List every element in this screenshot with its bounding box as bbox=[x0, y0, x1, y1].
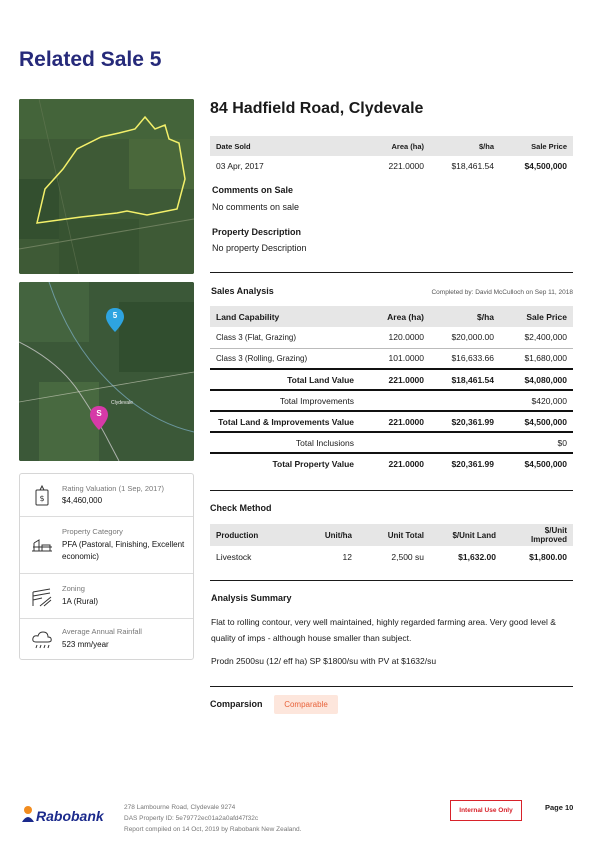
footer-meta bbox=[124, 802, 301, 835]
property-info-card bbox=[19, 473, 194, 660]
divider bbox=[210, 490, 573, 491]
sale-header-date: Date Sold bbox=[210, 136, 360, 156]
map-marker-sale[interactable] bbox=[106, 308, 124, 337]
cm-header-production: Production bbox=[210, 524, 292, 546]
sale-area: 221.0000 bbox=[388, 161, 424, 171]
divider bbox=[210, 272, 573, 273]
sale-header-price: Sale Price bbox=[500, 136, 573, 156]
sale-header-per-ha: $/ha bbox=[430, 136, 500, 156]
sa-cell: $4,500,000 bbox=[500, 453, 573, 474]
analysis-summary-text: Flat to rolling contour, very well maintained, highly regarded farming area. Very good level & quality of imps - although house smaller than subject. bbox=[211, 617, 556, 643]
comments-heading: Comments on Sale bbox=[212, 185, 294, 195]
sa-cell: $20,361.99 bbox=[430, 411, 500, 432]
sa-cell: 221.0000 bbox=[360, 453, 430, 474]
description-heading: Property Description bbox=[212, 227, 302, 237]
valuation-value: $4,460,000 bbox=[62, 496, 103, 505]
page-title: Related Sale 5 bbox=[19, 48, 162, 71]
cm-cell: $1,800.00 bbox=[529, 552, 567, 562]
sa-cell: $2,400,000 bbox=[500, 327, 573, 348]
farm-icon bbox=[30, 531, 54, 555]
sa-cell: 120.0000 bbox=[360, 327, 430, 348]
table-row bbox=[210, 327, 573, 348]
check-method-table bbox=[210, 524, 573, 568]
sa-cell: $16,633.66 bbox=[451, 353, 494, 364]
zoning-label: Zoning bbox=[62, 584, 85, 593]
comparable-badge: Comparable bbox=[274, 695, 338, 714]
comments-text: No comments on sale bbox=[212, 202, 300, 212]
rainfall-label: Average Annual Rainfall bbox=[62, 627, 142, 636]
sa-cell: Total Property Value bbox=[210, 453, 360, 474]
zoning-icon bbox=[30, 586, 54, 610]
valuation-tag-icon bbox=[30, 484, 54, 508]
sale-table bbox=[210, 136, 573, 176]
table-row bbox=[210, 546, 573, 568]
sa-cell: $20,000.00 bbox=[430, 327, 500, 348]
sale-header-area: Area (ha) bbox=[360, 136, 430, 156]
cm-header-unit-improved: $/Unit Improved bbox=[502, 524, 573, 546]
check-method-heading: Check Method bbox=[210, 503, 272, 513]
sa-cell: $4,500,000 bbox=[500, 411, 573, 432]
sa-cell: $0 bbox=[500, 432, 573, 453]
internal-use-badge: Internal Use Only bbox=[450, 800, 522, 821]
sales-analysis-heading: Sales Analysis bbox=[211, 286, 274, 296]
sale-price: $4,500,000 bbox=[524, 161, 567, 171]
map-town-label: Clydevale bbox=[111, 400, 133, 406]
cm-header-unit-total: Unit Total bbox=[358, 524, 430, 546]
map-marker-sale-label: 5 bbox=[112, 311, 118, 320]
sale-per-ha: $18,461.54 bbox=[451, 161, 494, 171]
sa-cell: Total Improvements bbox=[210, 390, 360, 411]
info-row-valuation bbox=[20, 474, 193, 517]
category-label: Property Category bbox=[62, 527, 123, 536]
sa-header-per-ha: $/ha bbox=[430, 306, 500, 327]
inclusions-row bbox=[210, 432, 573, 453]
cm-header-unit-land: $/Unit Land bbox=[430, 524, 502, 546]
analysis-summary-heading: Analysis Summary bbox=[211, 593, 292, 603]
sa-cell: Total Land & Improvements Value bbox=[210, 411, 360, 432]
sa-header-price: Sale Price bbox=[500, 306, 573, 327]
sa-cell: Total Land Value bbox=[210, 369, 360, 390]
sa-cell: $420,000 bbox=[500, 390, 573, 411]
analysis-summary-production: Prodn 2500su (12/ eff ha) SP $1800/su with PV at $1632/su bbox=[211, 656, 437, 666]
sa-cell: $18,461.54 bbox=[430, 369, 500, 390]
rainfall-value: 523 mm/year bbox=[62, 640, 109, 649]
page-number: Page 10 bbox=[545, 803, 574, 812]
cm-cell: Livestock bbox=[216, 552, 252, 562]
footer-compiled: Report compiled on 14 Oct, 2019 by Rabobank New Zealand. bbox=[124, 826, 302, 833]
cm-header-unit-ha: Unit/ha bbox=[292, 524, 358, 546]
info-row-rainfall bbox=[20, 619, 193, 659]
property-address: 84 Hadfield Road, Clydevale bbox=[210, 100, 424, 117]
aerial-photo bbox=[19, 99, 194, 274]
divider bbox=[210, 686, 573, 687]
category-value: PFA (Pastoral, Finishing, Excellent economic) bbox=[62, 540, 185, 561]
total-land-row bbox=[210, 369, 573, 390]
sa-header-capability: Land Capability bbox=[210, 306, 360, 327]
completed-by: Completed by: David McCulloch on Sep 11, 2018 bbox=[431, 289, 573, 296]
footer-address: 278 Lambourne Road, Clydevale 9274 bbox=[124, 804, 236, 811]
map-marker-subject-label: S bbox=[96, 409, 102, 418]
total-land-improvements-row bbox=[210, 411, 573, 432]
improvements-row bbox=[210, 390, 573, 411]
total-property-row bbox=[210, 453, 573, 474]
info-row-category bbox=[20, 517, 193, 574]
rabobank-logo: Rabobank bbox=[36, 808, 104, 824]
sa-cell: 101.0000 bbox=[388, 353, 424, 364]
zoning-value: 1A (Rural) bbox=[62, 597, 99, 606]
valuation-label: Rating Valuation (1 Sep, 2017) bbox=[62, 484, 165, 493]
divider bbox=[210, 580, 573, 581]
rain-cloud-icon bbox=[30, 628, 54, 652]
sa-cell: Total Inclusions bbox=[210, 432, 360, 453]
sa-cell: $1,680,000 bbox=[524, 353, 567, 364]
rabobank-logo-icon bbox=[19, 804, 37, 829]
sa-cell: Class 3 (Flat, Grazing) bbox=[210, 327, 360, 348]
sales-analysis-table bbox=[210, 306, 573, 474]
info-row-zoning bbox=[20, 574, 193, 619]
cm-cell: 2,500 su bbox=[391, 552, 424, 562]
sa-header-area: Area (ha) bbox=[360, 306, 430, 327]
description-text: No property Description bbox=[212, 243, 307, 253]
map-marker-subject[interactable] bbox=[90, 406, 108, 435]
sa-cell: 221.0000 bbox=[360, 411, 430, 432]
svg-text:$: $ bbox=[39, 494, 45, 503]
sale-date: 03 Apr, 2017 bbox=[216, 161, 264, 171]
location-map[interactable] bbox=[19, 282, 194, 461]
comparison-heading: Comparsion bbox=[210, 699, 263, 709]
sa-cell: $4,080,000 bbox=[500, 369, 573, 390]
sa-cell: Class 3 (Rolling, Grazing) bbox=[216, 353, 308, 363]
cm-cell: $1,632.00 bbox=[458, 552, 496, 562]
footer-das-id: DAS Property ID: 5e79772ec01a2a0afd47f32c bbox=[124, 815, 259, 822]
cm-cell: 12 bbox=[342, 552, 352, 562]
table-row bbox=[210, 348, 573, 369]
sa-cell: 221.0000 bbox=[360, 369, 430, 390]
sa-cell: $20,361.99 bbox=[430, 453, 500, 474]
